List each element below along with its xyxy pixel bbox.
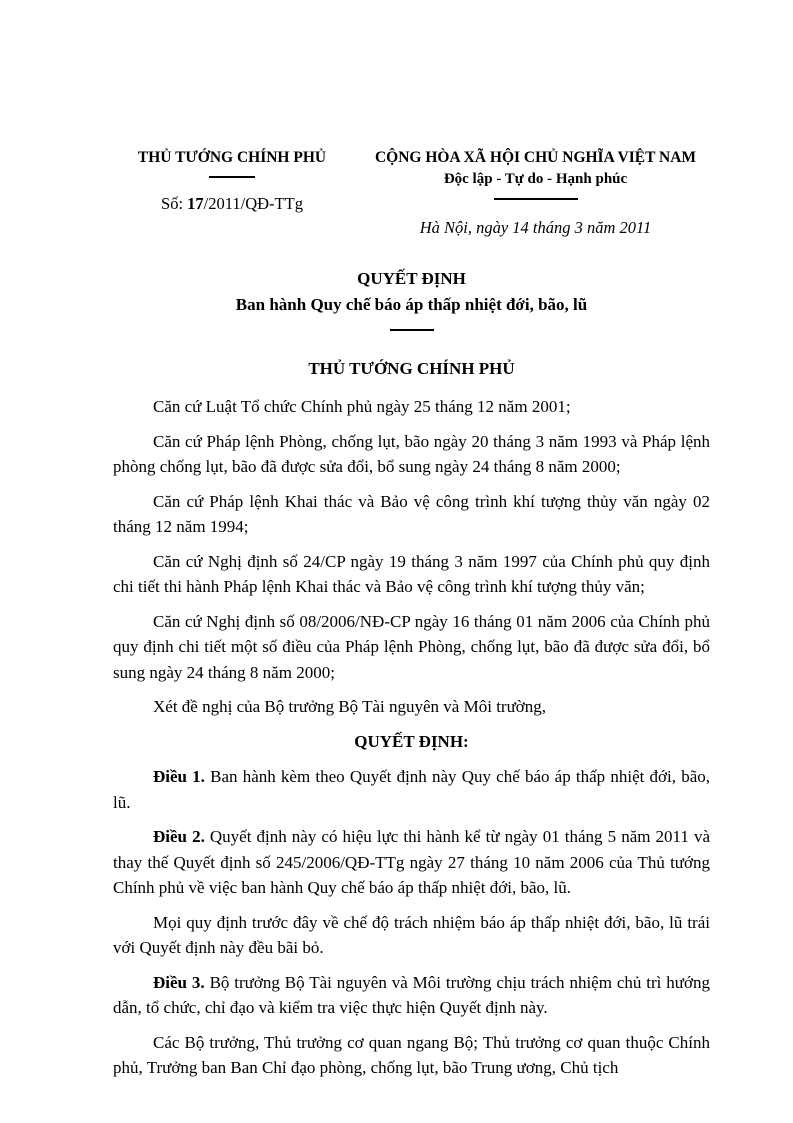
paragraph-text: Căn cứ Nghị định số 08/2006/NĐ-CP ngày 16 tháng 01 năm 2006 của Chính phủ quy định chi tiết một số điều của Pháp lệnh Phòng, chống lụt, bão đã được sửa đổi, bổ sung ngày 24 tháng 8 năm 2000; [113,611,710,682]
place-and-date: Hà Nội, ngày 14 tháng 3 năm 2011 [419,218,652,237]
preamble-paragraph [113,609,710,686]
paragraph-text: Căn cứ Nghị định số 24/CP ngày 19 tháng 3 năm 1997 của Chính phủ quy định chi tiết thi hành Pháp lệnh Khai thác và Bảo vệ công trình khí tượng thủy văn; [113,551,710,596]
decision-heading: QUYẾT ĐỊNH: [354,731,469,751]
document-title: QUYẾT ĐỊNH [357,269,466,288]
paragraph-text: Quyết định này có hiệu lực thi hành kể từ ngày 01 tháng 5 năm 2011 và thay thế Quyết định số 245/2006/QĐ-TTg ngày 27 tháng 10 năm 2006 của Thủ tướng Chính phủ về việc ban hành Quy chế báo áp thấp nhiệt đới, bão, lũ. [113,827,710,897]
paragraph-text: Bộ trưởng Bộ Tài nguyên và Môi trường chịu trách nhiệm chủ trì hướng dẫn, tổ chức, chỉ đạo và kiểm tra việc thực hiện Quyết định này. [113,972,710,1017]
paragraph-text: Căn cứ Pháp lệnh Khai thác và Bảo vệ công trình khí tượng thủy văn ngày 02 tháng 12 năm 1994; [113,491,710,536]
article-number-label: Điều 1. [153,767,211,786]
paragraph-text: Căn cứ Luật Tổ chức Chính phủ ngày 25 tháng 12 năm 2001; [153,397,571,416]
national-motto: Độc lập - Tự do - Hạnh phúc [443,171,628,187]
document-body [113,394,710,1081]
document-number-prefix: Số: [161,194,188,213]
document-header [113,148,710,238]
preamble-paragraph [113,489,710,540]
document-number [113,194,351,214]
document-subtitle: Ban hành Quy chế báo áp thấp nhiệt đới, bão, lũ [235,295,588,314]
header-issuing-org-block [113,148,351,214]
preamble-paragraph [113,394,710,420]
preamble-paragraph [113,549,710,600]
org-divider-rule [209,176,255,178]
article-paragraph [113,764,710,815]
document-number-value: 17 [187,194,204,213]
paragraph-text: Mọi quy định trước đây về chế độ trách nhiệm báo áp thấp nhiệt đới, bão, lũ trái với Quyết định này đều bãi bỏ. [113,912,710,957]
paragraph-text: Xét đề nghị của Bộ trưởng Bộ Tài nguyên và Môi trường, [153,697,547,716]
article-paragraph [113,970,710,1021]
country-name: CỘNG HÒA XÃ HỘI CHỦ NGHĨA VIỆT NAM [374,149,697,166]
preamble-paragraph [113,694,710,720]
article-paragraph [113,1030,710,1081]
article-number-label: Điều 3. [153,972,210,992]
title-divider-rule [390,329,434,331]
document-number-suffix: /2011/QĐ-TTg [203,194,303,213]
article-paragraph [113,910,710,961]
paragraph-text: Căn cứ Pháp lệnh Phòng, chống lụt, bão ngày 20 tháng 3 năm 1993 và Pháp lệnh phòng chống lụt, bão đã được sửa đổi, bổ sung ngày 24 tháng 8 năm 2000; [113,431,710,476]
article-number-label: Điều 2. [153,827,210,846]
issuer-heading: THỦ TƯỚNG CHÍNH PHỦ [308,359,515,378]
title-block [113,268,710,331]
paragraph-text: Ban hành kèm theo Quyết định này Quy chế báo áp thấp nhiệt đới, bão, lũ. [113,767,710,812]
paragraph-text: Các Bộ trưởng, Thủ trưởng cơ quan ngang Bộ; Thủ trưởng cơ quan thuộc Chính phủ, Trưởng ban Ban Chỉ đạo phòng, chống lụt, bão Trung ương, Chủ tịch [113,1032,710,1077]
motto-divider-rule [494,198,578,200]
issuing-org-name: THỦ TƯỚNG CHÍNH PHỦ [137,149,327,166]
header-national-block [361,148,710,238]
preamble-paragraph [113,429,710,480]
article-paragraph [113,824,710,901]
